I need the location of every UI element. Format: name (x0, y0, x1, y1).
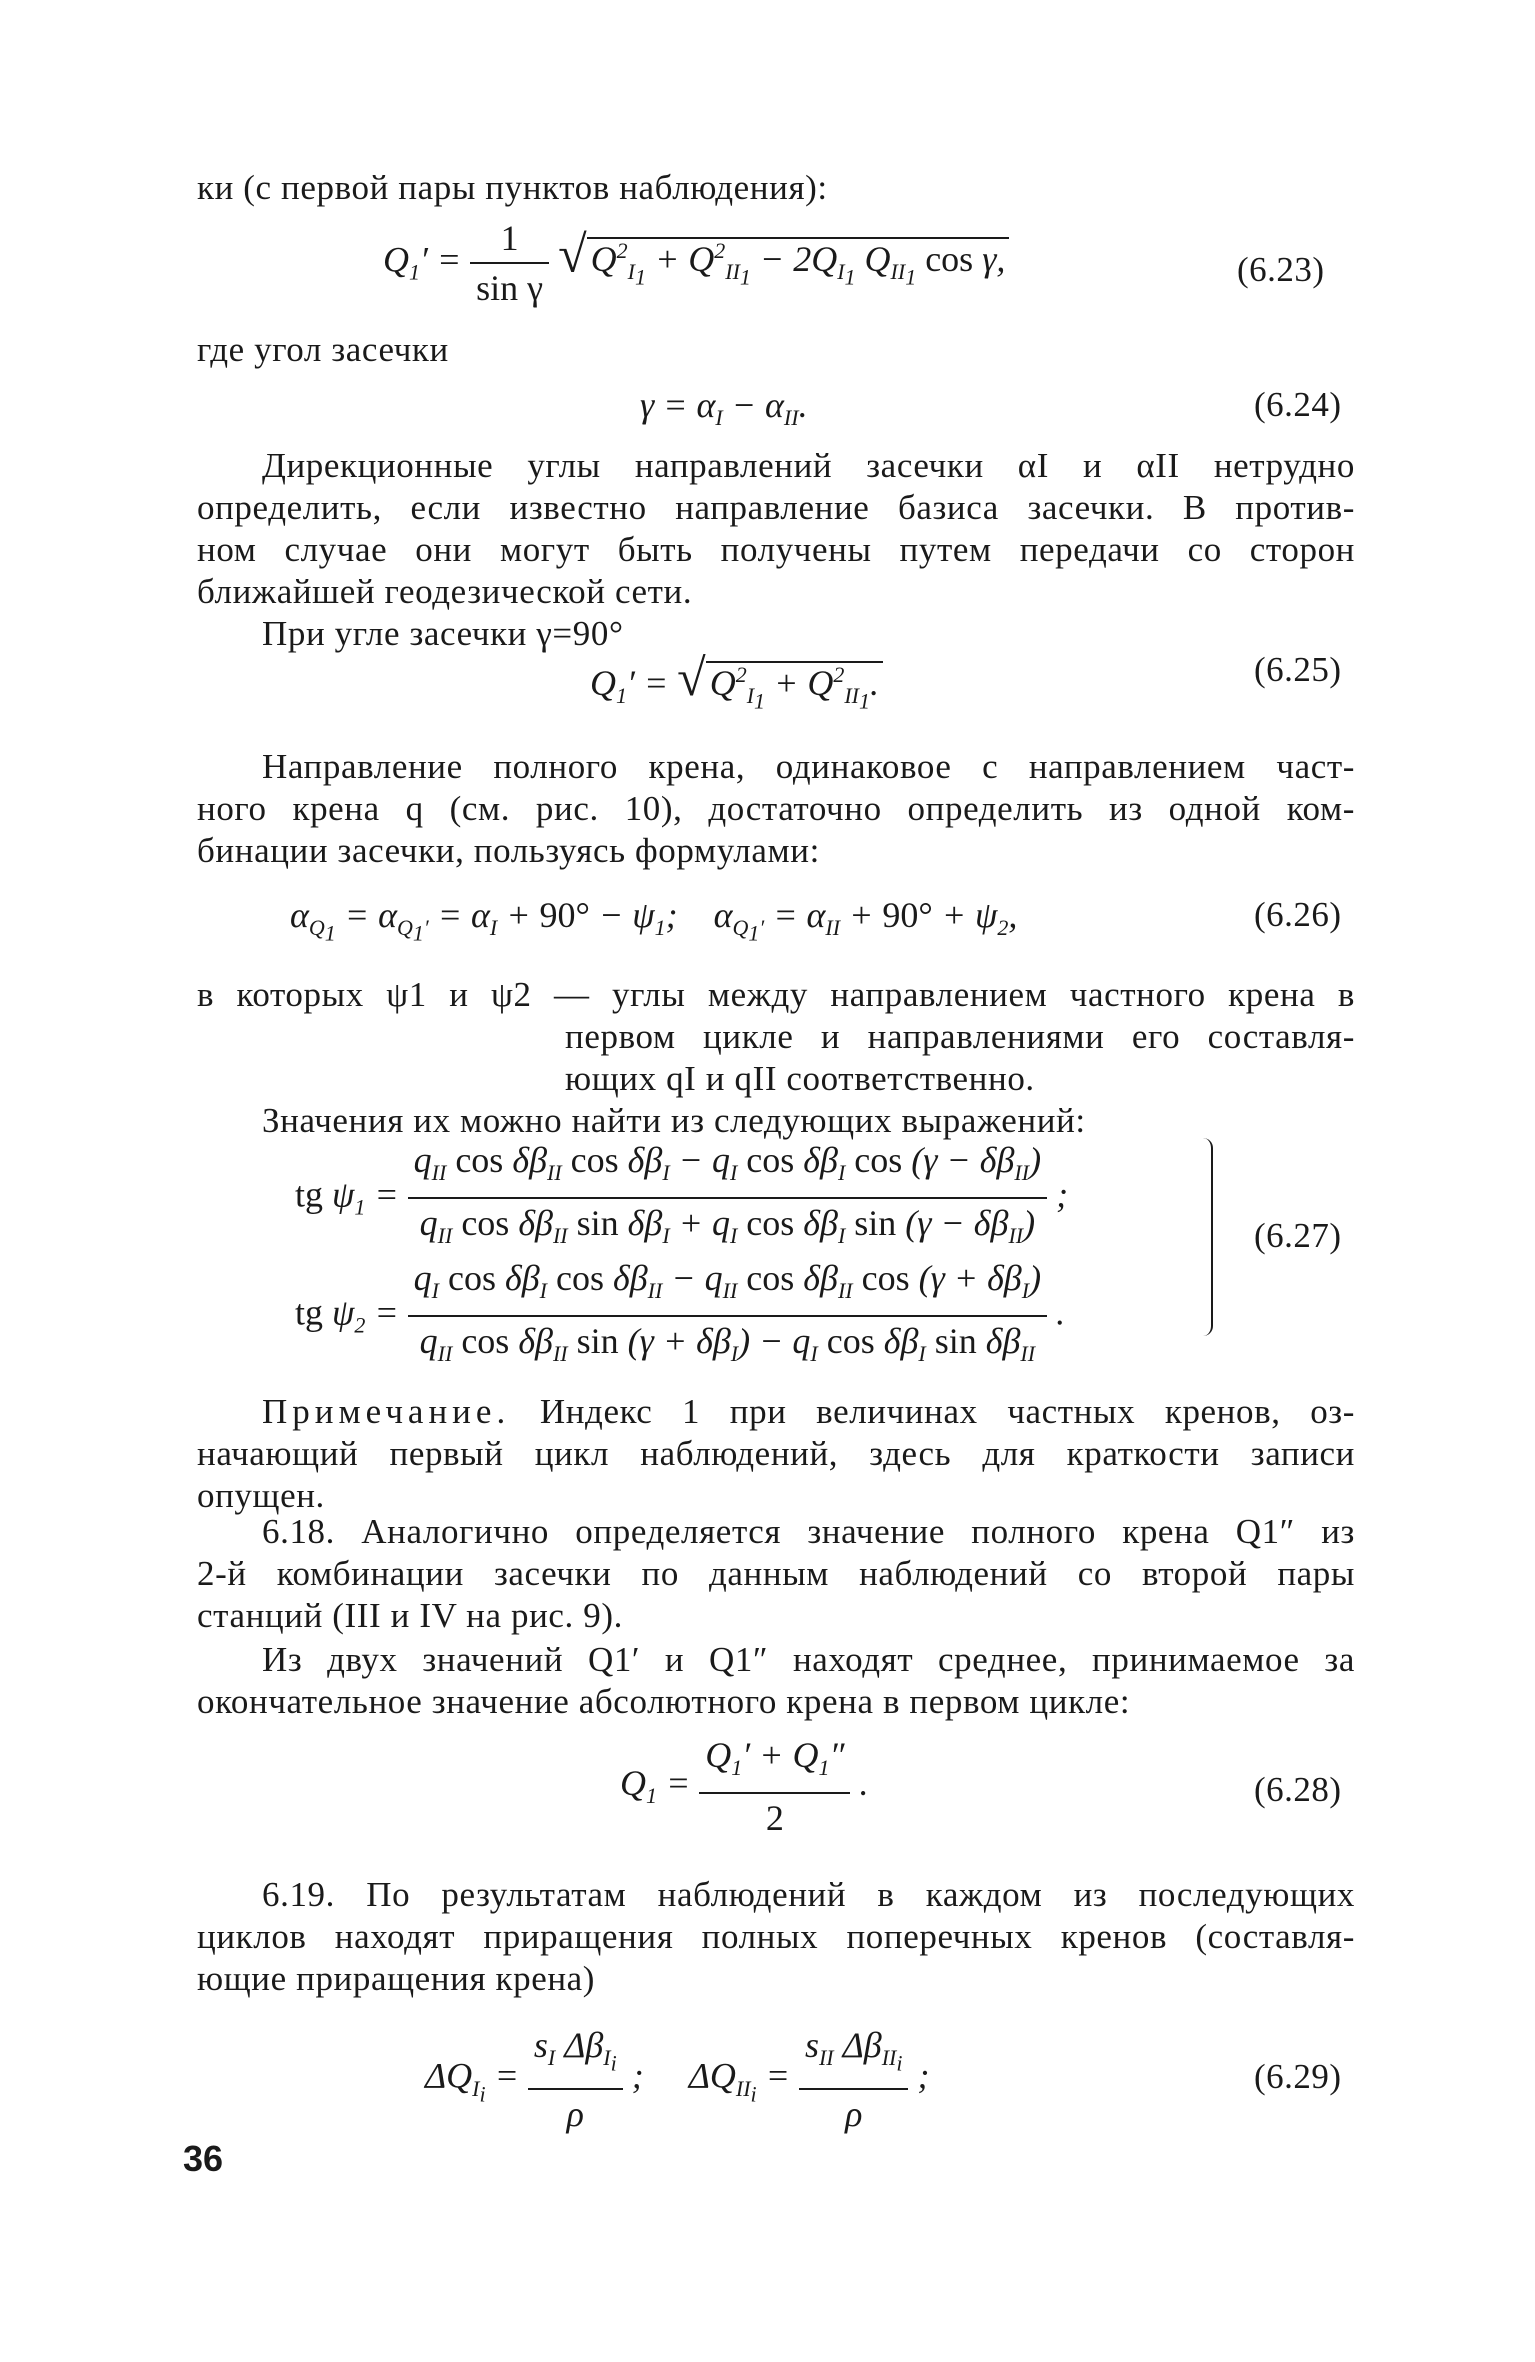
text-line: ющие приращения крена) (197, 1959, 596, 1998)
equation-number: (6.23) (1237, 250, 1325, 289)
text-line: Значения их можно найти из следующих выражений: (262, 1101, 1086, 1140)
text-line: ного крена q (см. рис. 10), достаточно определить из одной ком- (197, 789, 1355, 828)
text-line: Из двух значений Q1′ и Q1″ находят среднее, принимаемое за (262, 1640, 1355, 1679)
formula-6-24: $\gamma = \alpha_I - \alpha_{II}$. (640, 385, 808, 431)
formula-6-26: $\alpha_{Q_1} = \alpha_{Q_1'} = \alpha_I + 90^\circ - \psi_1$; $\alpha_{Q_1'} = \alpha_{II} + 90^\circ + \psi_2$, (290, 895, 1018, 946)
text-line: ном случае они могут быть получены путем передачи со сторон (197, 530, 1355, 569)
text-line: опущен. (197, 1476, 325, 1515)
formula-6-27-tg-psi1: tg $\psi_1$ = $\frac{q_{II} \cos \delta\beta_{II} \cos \delta\beta_I - q_I \cos \delta\beta_I \cos (\gamma - \delta\beta_{II})}{q_{II} \cos \delta\beta_{II} \sin \delta\beta_I + q_I \cos \delta\beta_I \sin (\gamma - \delta\beta_{II})}$ ; (295, 1140, 1069, 1249)
text-line: первом цикле и направлениями его составля- (565, 1017, 1355, 1056)
text-line: 6.18. Аналогично определяется значение полного крена Q1″ из (262, 1512, 1355, 1551)
equation-number: (6.27) (1254, 1216, 1342, 1255)
text-line: бинации засечки, пользуясь формулами: (197, 831, 820, 870)
page-number: 36 (183, 2138, 224, 2179)
formula-6-29: $\Delta Q_{I_i}$ = $\frac{s_I \Delta\beta_{I_i}}{\rho}$ ; $\Delta Q_{II_i}$ = $\frac{s_{II} \Delta\beta_{II_i}}{\rho}$ ; (425, 2025, 930, 2134)
text-line: станций (III и IV на рис. 9). (197, 1596, 623, 1635)
text-line: определить, если известно направление базиса засечки. В против- (197, 488, 1355, 527)
text-line: ющих qI и qII соответственно. (565, 1059, 1035, 1098)
text-line: ки (с первой пары пунктов наблюдения): (197, 168, 828, 207)
text-line: циклов находят приращения полных поперечных кренов (составля- (197, 1917, 1355, 1956)
text-line: При угле засечки γ=90° (262, 614, 624, 653)
equation-brace (1195, 1138, 1213, 1336)
note-line (262, 1392, 1355, 1432)
formula-6-27-tg-psi2: tg $\psi_2$ = $\frac{q_I \cos \delta\beta_I \cos \delta\beta_{II} - q_{II} \cos \delta\beta_{II} \cos (\gamma + \delta\beta_I)}{q_{II} \cos \delta\beta_{II} \sin (\gamma + \delta\beta_I) - q_I \cos \delta\beta_I \sin \delta\beta_{II}}$ . (295, 1258, 1066, 1367)
note-text: Индекс 1 при величинах частных кренов, оз- (539, 1392, 1355, 1431)
equation-number: (6.28) (1254, 1770, 1342, 1809)
text-line: ближайшей геодезической сети. (197, 572, 693, 611)
equation-number: (6.29) (1254, 2057, 1342, 2096)
equation-number: (6.24) (1254, 385, 1342, 424)
text-line: в которых ψ1 и ψ2 — углы между направлением частного крена в (197, 975, 1355, 1014)
text-line: 6.19. По результатам наблюдений в каждом из последующих (262, 1875, 1355, 1914)
note-label: Примечание. (262, 1392, 511, 1431)
formula-6-25: $Q_1'$ = √ $Q^2_{I_1} + Q^2_{II_1}$. (590, 655, 883, 722)
text-line: окончательное значение абсолютного крена в первом цикле: (197, 1682, 1131, 1721)
text-line: Направление полного крена, одинаковое с направлением част- (262, 747, 1355, 786)
text-line: Дирекционные углы направлений засечки αI и αII нетрудно (262, 446, 1355, 485)
equation-number: (6.26) (1254, 895, 1342, 934)
equation-number: (6.25) (1254, 650, 1342, 689)
formula-6-28: $Q_1$ = $\frac{Q_1' + Q_1''}{2}$ . (620, 1735, 869, 1839)
formula-6-23: $Q_1'$ = $\frac{1}{\text{sin γ}}$ √ $Q^2_{I_1} + Q^2_{II_1} - 2Q_{I_1}$ $Q_{II_1}$ cos γ, (383, 218, 1009, 308)
text-line: начающий первый цикл наблюдений, здесь для краткости записи (197, 1434, 1355, 1473)
text-line: 2-й комбинации засечки по данным наблюдений со второй пары (197, 1554, 1355, 1593)
text-line: где угол засечки (197, 330, 449, 369)
